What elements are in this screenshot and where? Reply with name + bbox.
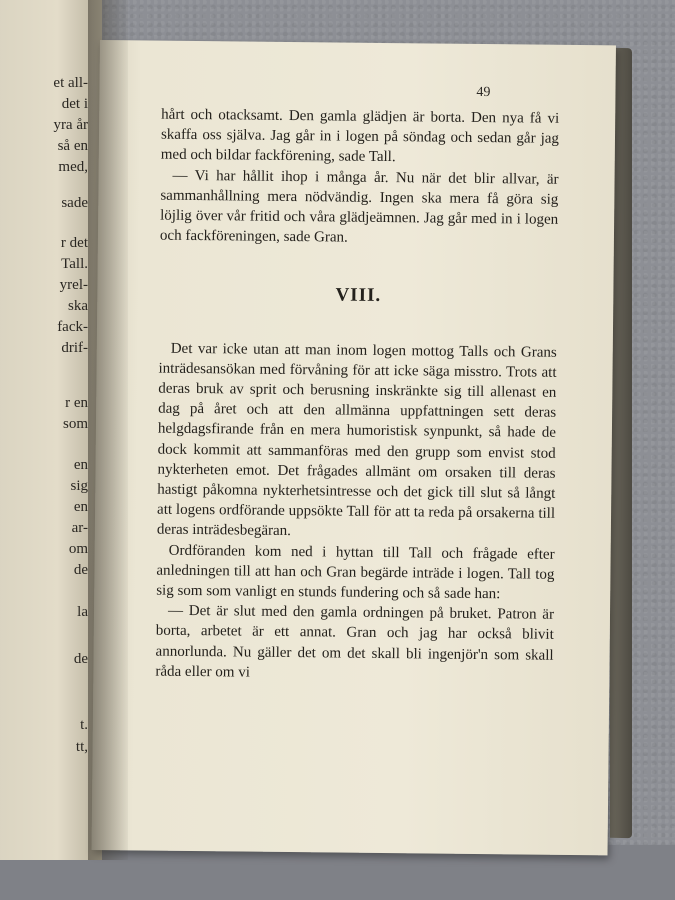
paragraph: hårt och otacksamt. Den gamla glädjen är borta. Den nya få vi skaffa oss själva. Jag går in i logen på söndag och sedan går jag med och bildar fackförening, sade Tall.: [160, 106, 560, 166]
left-page-text: om: [68, 541, 88, 557]
left-page-text: fack-: [57, 319, 88, 335]
left-page-text: drif-: [61, 340, 88, 356]
page-text-block: [155, 105, 559, 686]
left-page-text: r det: [60, 235, 88, 251]
right-page: [92, 40, 616, 855]
left-page-text: ska: [68, 298, 88, 314]
left-page-text: tt,: [75, 739, 88, 755]
left-page-text: en: [73, 499, 88, 515]
chapter-heading: VIII.: [335, 284, 382, 307]
left-page-text: et all-: [53, 75, 88, 91]
left-page-text: de: [73, 651, 88, 667]
paragraph: — Det är slut med den gamla ordningen på bruket. Patron är borta, arbetet är ett annat. Gran och jag har också blivit annorlunda. Nu gäller det om det skall bli ingenjör'n som skall råda eller om vi: [155, 603, 555, 681]
left-page-text: ar-: [71, 520, 88, 536]
paragraph: Ordföranden kom ned i hyttan till Tall och frågade efter anledningen till att han och Gran begärde inträde i logen. Tall tog sig som som vanligt en stunds fundering och så sade han:: [156, 542, 555, 603]
left-page-text: de: [73, 562, 88, 578]
paragraph: — Vi har hållit ihop i många år. Nu när det blir allvar, är sammanhållning mera nödvändig. Ingen ska mera få göra sig löjlig över vår fritid och våra glädjeämnen. Jag går med in i logen och fackföreningen, sade Gran.: [159, 167, 559, 246]
left-page-text: det i: [61, 96, 88, 112]
left-page-text: så en: [57, 138, 88, 154]
left-page-text: yrel-: [59, 277, 88, 293]
left-page-text: sade: [61, 195, 88, 211]
page-number: 49: [476, 84, 491, 101]
book-gutter-shadow: [88, 0, 128, 860]
paragraph: Det var icke utan att man inom logen mottog Talls och Grans inträdesansökan med förvåning för att icke säga misstro. Trots att deras bruk av sprit och berusning inskränkte sig till allenast en dag på året och att den allmänna uppfattningen sett deras helgdagsfirande från en mera humoristisk synpunkt, så hade de dock kommit att sammanföras med den grupp som envist stod nykterheten emot. Det frågades allmänt om orsaken till deras hastigt påkomna nykterhetsintresse och det gick till slut så långt att logens ordförande uppsökte Tall för att ta reda på orsakerna till deras inträdesbegäran.: [156, 340, 557, 540]
left-page-text: som: [62, 416, 88, 432]
left-page-text: yra år: [53, 117, 88, 133]
left-page-text: la: [77, 604, 88, 620]
left-page-text: sig: [70, 478, 88, 494]
left-page-text: en: [73, 457, 88, 473]
left-page-text: Tall.: [61, 256, 88, 272]
left-page: [0, 0, 102, 860]
left-page-text: r en: [65, 395, 88, 411]
left-page-text: med,: [58, 159, 88, 175]
left-page-text: t.: [80, 717, 88, 733]
